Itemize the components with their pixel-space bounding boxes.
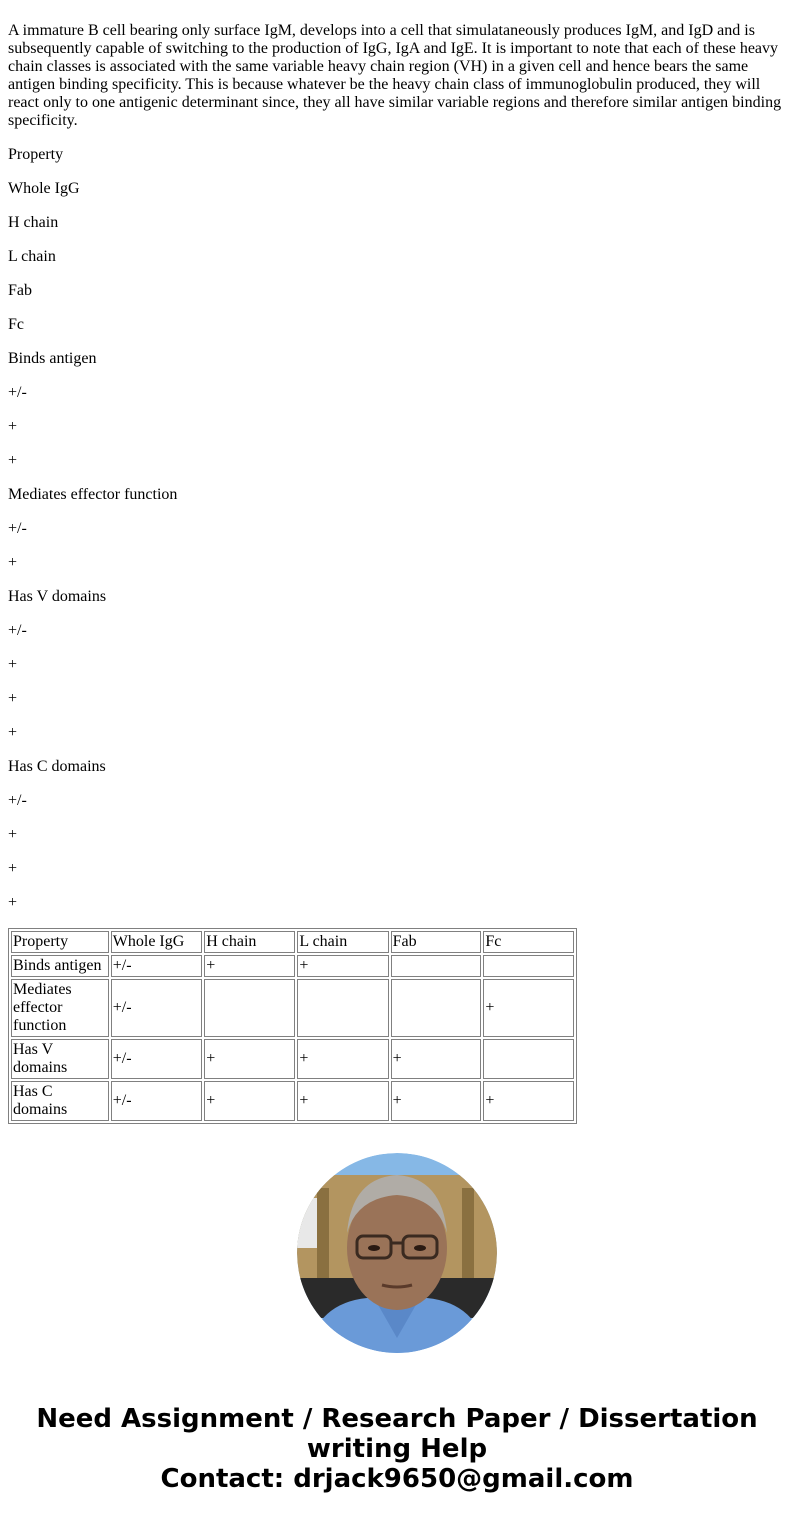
header-cell: Whole IgG [111,931,202,953]
table-cell: + [204,1081,295,1121]
table-cell: + [483,1081,574,1121]
table-row [11,1081,574,1121]
table-cell: + [297,955,388,977]
flat-item: Fab [8,282,32,299]
flat-item: + [8,418,18,435]
table-cell [391,955,482,977]
row-label: Has V domains [11,1039,109,1079]
table-cell: +/- [111,1081,202,1121]
promo-line-2: writing Help [306,1434,488,1464]
flat-list [8,146,786,912]
flat-item: + [8,724,18,741]
flat-item: L chain [8,248,56,265]
table-cell [297,979,388,1037]
table-cell [204,979,295,1037]
author-photo-icon [297,1153,497,1353]
promo-contact: Contact: drjack9650@gmail.com [160,1464,634,1494]
table-cell: + [204,955,295,977]
flat-item: +/- [8,384,27,401]
flat-item: +/- [8,520,27,537]
table-cell [483,955,574,977]
author-avatar [297,1153,497,1353]
flat-item: Has V domains [8,588,107,605]
promo-banner [0,1404,794,1494]
flat-item: + [8,656,18,673]
flat-item: Fc [8,316,24,333]
table-row [11,955,574,977]
header-cell: Fab [391,931,482,953]
flat-item: +/- [8,622,27,639]
header-cell: Fc [483,931,574,953]
flat-item: + [8,826,18,843]
flat-item: + [8,860,18,877]
flat-item: + [8,554,18,571]
table-cell: +/- [111,955,202,977]
table-cell [391,979,482,1037]
flat-item: H chain [8,214,59,231]
table-cell: +/- [111,1039,202,1079]
flat-item: Binds antigen [8,350,97,367]
flat-item: Mediates effector function [8,486,178,503]
table-cell: + [297,1081,388,1121]
promo-line-1: Need Assignment / Research Paper / Dissertation [36,1404,758,1434]
table-cell: +/- [111,979,202,1037]
flat-item: +/- [8,792,27,809]
table-cell: + [204,1039,295,1079]
flat-item: + [8,894,18,911]
row-label: Mediates effector function [11,979,109,1037]
row-label: Binds antigen [11,955,109,977]
flat-item: Property [8,146,64,163]
flat-item: + [8,690,18,707]
table-header-row [11,931,574,953]
header-cell: H chain [204,931,295,953]
intro-paragraph: A immature B cell bearing only surface IgM, develops into a cell that simulataneously produces IgM, and IgD and is subsequently capable of switching to the production of IgG, IgA and IgE. It is important to note that each of these heavy chain classes is associated with the same variable heavy chain region (VH) in a given cell and hence bears the same antigen binding specificity. This is because whatever be the heavy chain class of immunoglobulin produced, they will react only to one antigenic determinant since, they all have similar variable regions and therefore similar antigen binding specificity. [8,22,782,129]
flat-item: Has C domains [8,758,106,775]
table-cell: + [483,979,574,1037]
table-cell [483,1039,574,1079]
header-cell: Property [11,931,109,953]
table-cell: + [391,1081,482,1121]
table-cell: + [297,1039,388,1079]
table-row [11,979,574,1037]
table-row [11,1039,574,1079]
flat-item: + [8,452,18,469]
properties-table [8,928,577,1124]
flat-item: Whole IgG [8,180,80,197]
table-cell: + [391,1039,482,1079]
row-label: Has C domains [11,1081,109,1121]
header-cell: L chain [297,931,388,953]
